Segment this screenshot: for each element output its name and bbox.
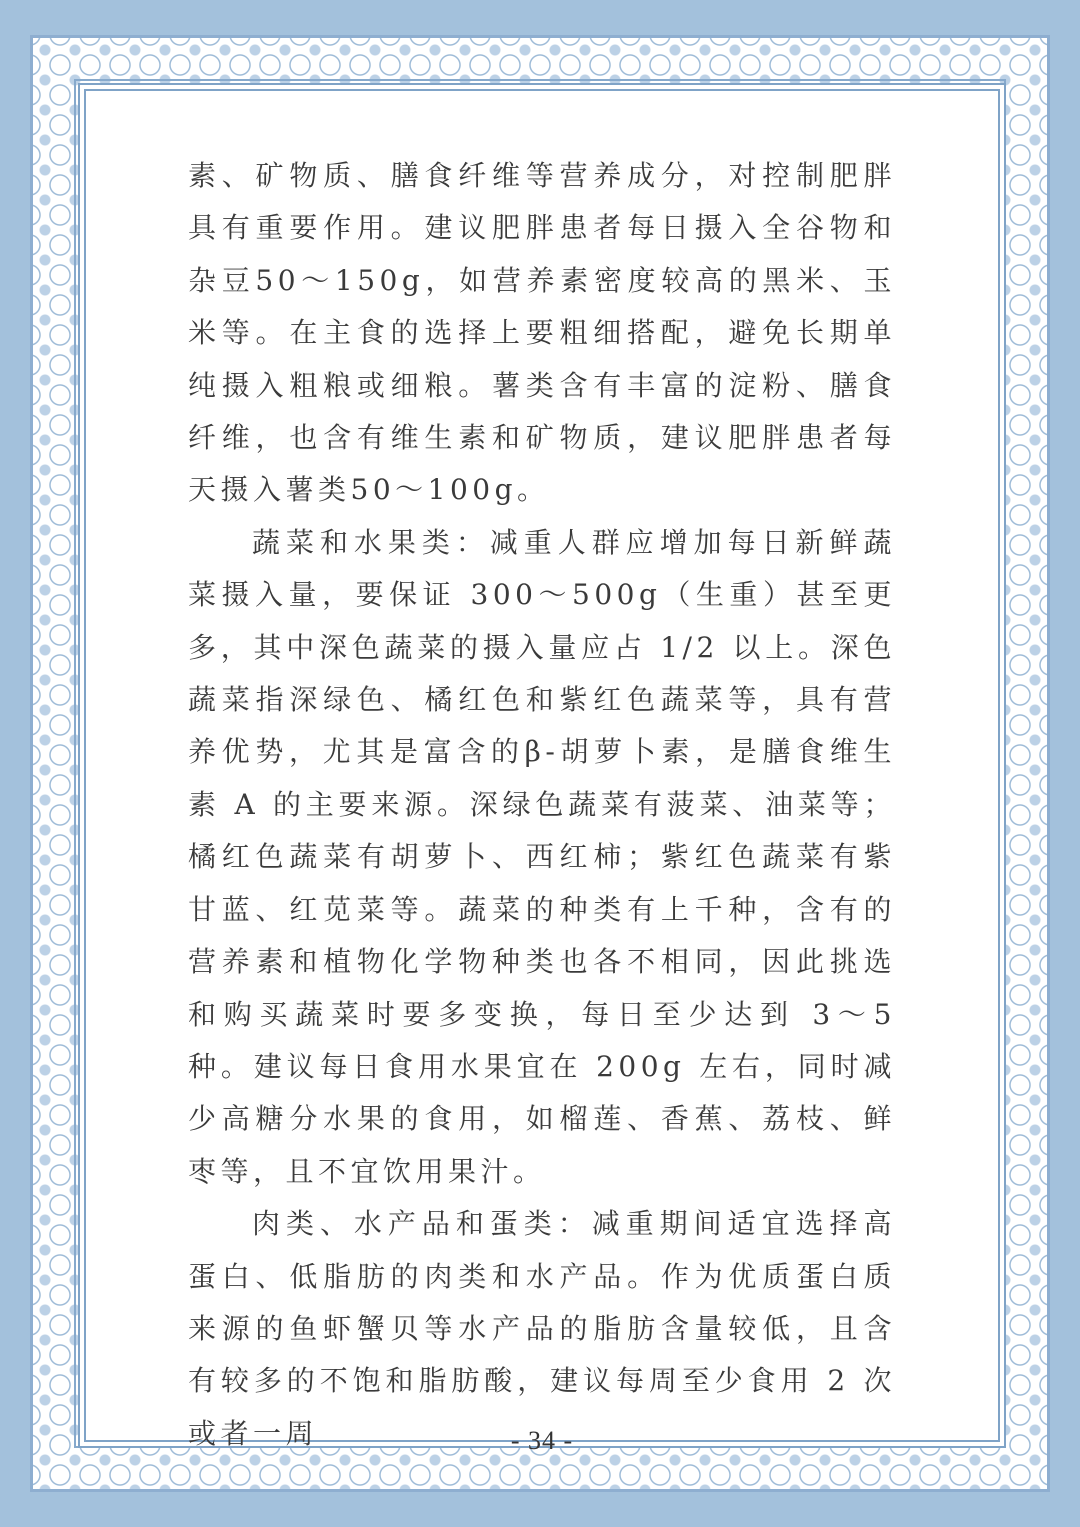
paragraph-grains: 素、矿物质、膳食纤维等营养成分，对控制肥胖具有重要作用。建议肥胖患者每日摄入全谷物和杂豆50～150g，如营养素密度较高的黑米、玉米等。在主食的选择上要粗细搭配，避免长期单纯摄入粗粮或细粮。薯类含有丰富的淀粉、膳食纤维，也含有维生素和矿物质，建议肥胖患者每天摄入薯类50～100g。 bbox=[188, 159, 896, 507]
paragraph-vegetables-fruits: 蔬菜和水果类：减重人群应增加每日新鲜蔬菜摄入量，要保证 300～500g（生重）甚至更多，其中深色蔬菜的摄入量应占 1/2 以上。深色蔬菜指深绿色、橘红色和紫红色蔬菜等，具有营养优势，尤其是富含的β-胡萝卜素，是膳食维生素 A 的主要来源。深绿色蔬菜有菠菜、油菜等；橘红色蔬菜有胡萝卜、西红柿；紫红色蔬菜有紫甘蓝、红苋菜等。蔬菜的种类有上千种，含有的营养素和植物化学物种类也各不相同，因此挑选和购买蔬菜时要多变换，每日至少达到 3～5 种。建议每日食用水果宜在 200g 左右，同时减少高糖分水果的食用，如榴莲、香蕉、荔枝、鲜枣等，且不宜饮用果汁。 bbox=[188, 525, 896, 1188]
paragraph-meat-fish-eggs: 肉类、水产品和蛋类：减重期间适宜选择高蛋白、低脂肪的肉类和水产品。作为优质蛋白质来源的鱼虾蟹贝等水产品的脂肪含量较低，且含有较多的不饱和脂肪酸，建议每周至少食用 2 次或者一周 bbox=[188, 1207, 896, 1450]
content-area bbox=[84, 89, 1000, 1455]
page-frame bbox=[30, 35, 1050, 1492]
page-number: - 34 - bbox=[510, 1426, 574, 1455]
body-text bbox=[188, 150, 896, 1460]
